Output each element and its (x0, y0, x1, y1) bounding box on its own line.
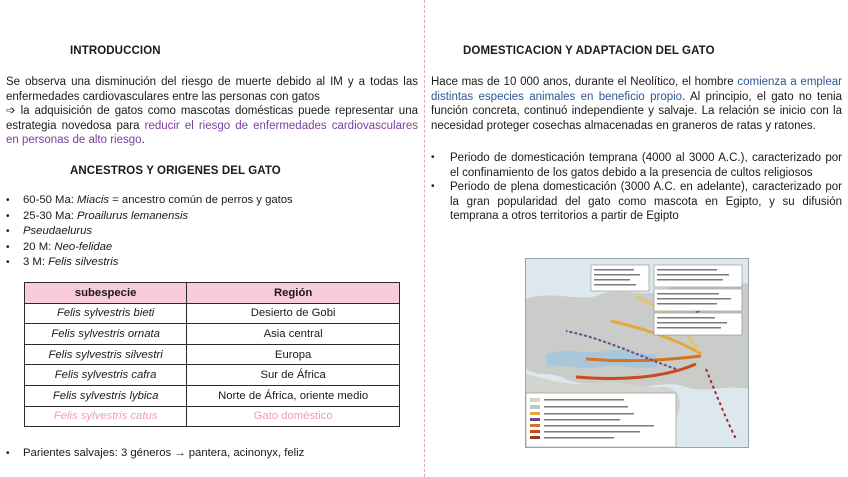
list-item: • 60-50 Ma: Miacis = ancestro común de perros y gatos (2, 193, 412, 209)
map-image (526, 259, 748, 447)
domestication-text-b: . Al principio, el gato no tenia función concreta, continuó independiente y salvaje. La relación se inicio con la necesidad proteger cosechas almacenadas en graneros de ratas y ratones. (431, 90, 842, 132)
arrow-icon: ➩ (6, 105, 16, 117)
intro-paragraph (6, 75, 418, 148)
subspecies-table (24, 282, 400, 427)
intro-p1: Se observa una disminución del riesgo de muerte debido al IM y a todas las enfermedades cardiovasculares entre las personas con gatos (6, 76, 418, 103)
table-header-row (25, 283, 400, 304)
periods-list (426, 151, 842, 224)
relatives-list (2, 446, 412, 462)
ancestors-title: ANCESTROS Y ORIGENES DEL GATO (70, 165, 281, 177)
intro-p2-end: . (141, 134, 145, 146)
list-item: • 3 M: Felis silvestris (2, 255, 412, 271)
list-item: • 20 M: Neo-felidae (2, 240, 412, 256)
list-item: • Pseudaelurus (2, 224, 412, 240)
header-region: Región (187, 283, 400, 304)
domestication-highlight: comienza a emplear distintas especies animales en beneficio propio (431, 76, 842, 103)
intro-p2-text: la adquisición de gatos como mascotas domésticas puede representar una estrategia novedosa para (6, 105, 418, 132)
list-item: • 25-30 Ma: Proailurus lemanensis (2, 209, 412, 225)
domestication-title: DOMESTICACION Y ADAPTACION DEL GATO (463, 45, 715, 57)
table-row: Felis sylvestris cafra Sur de África (25, 365, 400, 386)
column-divider (424, 0, 425, 477)
table-row: Felis sylvestris lybica Norte de África, oriente medio (25, 385, 400, 406)
table-row: Felis sylvestris ornata Asia central (25, 324, 400, 345)
relatives-item: • Parientes salvajes: 3 géneros → pantera, acinonyx, feliz (2, 446, 412, 462)
header-subespecie: subespecie (25, 283, 187, 304)
list-item: • Periodo de plena domesticación (3000 A.C. en adelante), caracterizado por la gran popularidad del gato como mascota en Egipto, y su difusión temprana a otros territorios a partir de Egipto (426, 180, 842, 224)
list-item: • Periodo de domesticación temprana (4000 al 3000 A.C.), caracterizado por el confinamiento de los gatos debido a la presencia de cultos religiosos (426, 151, 842, 180)
migration-map-figure (525, 258, 749, 448)
table-row: Felis sylvestris silvestri Europa (25, 344, 400, 365)
domestication-text-a: Hace mas de 10 000 anos, durante el Neolítico, el hombre (431, 76, 738, 88)
intro-highlight: reducir el riesgo de enfermedades cardiovasculares en personas de alto riesgo (6, 119, 418, 146)
ancestors-list (2, 193, 412, 271)
domestication-paragraph (431, 75, 842, 133)
table-row-faded: Felis sylvestris catus Gato doméstico (25, 406, 400, 427)
table-row: Felis sylvestris bieti Desierto de Gobi (25, 303, 400, 324)
intro-title: INTRODUCCION (70, 45, 161, 57)
